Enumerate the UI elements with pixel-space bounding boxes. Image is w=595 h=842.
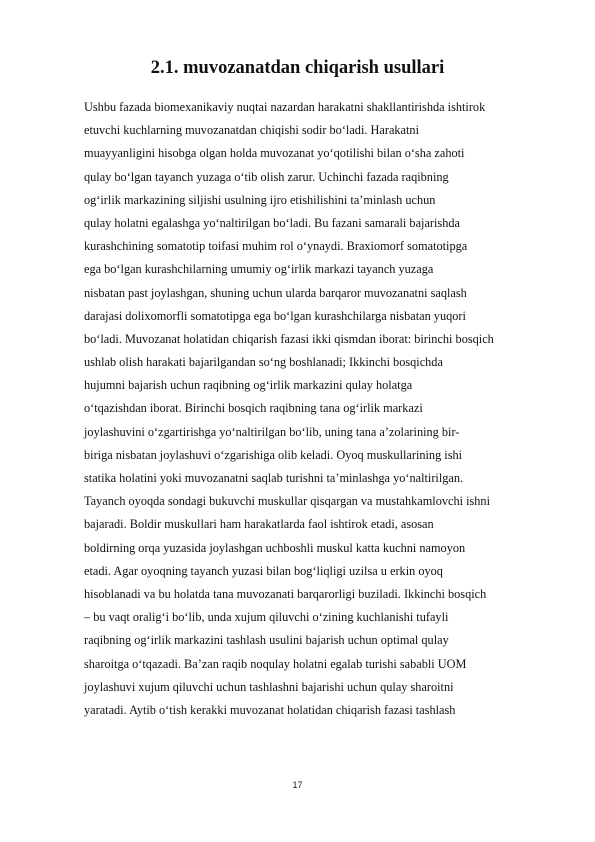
text-line: og‘irlik markazining siljishi usulning ijro etishilishini ta’minlash uchun bbox=[84, 192, 436, 207]
text-line: ushlab olish harakati bajarilgandan so‘ng boshlanadi; Ikkinchi bosqichda bbox=[84, 355, 443, 370]
text-line: Ushbu fazada biomexanikaviy nuqtai nazardan harakatni shakllantirishda ishtirok bbox=[84, 100, 486, 114]
text-line: hisoblanadi va bu holatda tana muvozanati barqarorligi buziladi. Ikkinchi bosqich bbox=[84, 586, 487, 601]
text-line: ega bo‘lgan kurashchilarning umumiy og‘irlik markazi tayanch yuzaga bbox=[84, 262, 434, 277]
text-line: bo‘ladi. Muvozanat holatidan chiqarish fazasi ikki qismdan iborat: birinchi bosqich bbox=[84, 331, 494, 346]
text-line: joylashuvini o‘zgartirishga yo‘naltirilgan bo‘lib, uning tana a’zolarining bir- bbox=[84, 424, 460, 439]
text-line: qulay holatni egalashga yo‘naltirilgan bo‘ladi. Bu fazani samarali bajarishda bbox=[84, 215, 460, 230]
text-line: yaratadi. Aytib o‘tish kerakki muvozanat holatidan chiqarish fazasi tashlash bbox=[84, 702, 456, 717]
text-line: Tayanch oyoqda sondagi bukuvchi muskullar qisqargan va mustahkamlovchi ishni bbox=[84, 494, 491, 509]
text-line: joylashuvi xujum qiluvchi uchun tashlashni bajarishi uchun qulay sharoitni bbox=[84, 679, 454, 694]
text-line: biriga nisbatan joylashuvi o‘zgarishiga olib keladi. Oyoq muskullarining ishi bbox=[84, 447, 463, 462]
text-line: o‘tqazishdan iborat. Birinchi bosqich raqibning tana og‘irlik markazi bbox=[84, 401, 423, 416]
text-line: raqibning og‘irlik markazini tashlash usulini bajarish uchun optimal qulay bbox=[84, 633, 449, 648]
text-line: boldirning orqa yuzasida joylashgan uchboshli muskul katta kuchni namoyon bbox=[84, 540, 466, 555]
text-line: hujumni bajarish uchun raqibning og‘irlik markazini qulay holatga bbox=[84, 378, 413, 393]
text-line: nisbatan past joylashgan, shuning uchun ularda barqaror muvozanatni saqlash bbox=[84, 285, 467, 300]
text-line: statika holatini yoki muvozanatni saqlab turishni ta’minlashga yo‘naltirilgan. bbox=[84, 471, 464, 485]
page-number: 17 bbox=[292, 780, 303, 790]
text-line: bajaradi. Boldir muskullari ham harakatlarda faol ishtirok etadi, asosan bbox=[84, 517, 434, 532]
text-line: muayyanligini hisobga olgan holda muvozanat yo‘qotilishi bilan o‘sha zahoti bbox=[84, 146, 465, 161]
body-text bbox=[84, 96, 550, 722]
text-line: darajasi dolixomorfli somatotipga ega bo‘lgan kurashchilarga nisbatan yuqori bbox=[84, 308, 466, 323]
text-line: etadi. Agar oyoqning tayanch yuzasi bilan bog‘liqligi uzilsa u erkin oyoq bbox=[84, 563, 443, 578]
text-line: kurashchining somatotip toifasi muhim rol o‘ynaydi. Braxiomorf somatotipga bbox=[84, 239, 468, 254]
text-line: – bu vaqt oralig‘i bo‘lib, unda xujum qiluvchi o‘zining kuchlanishi tufayli bbox=[84, 610, 449, 625]
text-line: sharoitga o‘tqazadi. Ba’zan raqib noqulay holatni egalab turishi sababli UOM bbox=[84, 656, 467, 671]
section-title: 2.1. muvozanatdan chiqarish usullari bbox=[150, 58, 445, 78]
text-line: etuvchi kuchlarning muvozanatdan chiqishi sodir bo‘ladi. Harakatni bbox=[84, 123, 419, 138]
text-line: qulay bo‘lgan tayanch yuzaga o‘tib olish zarur. Uchinchi fazada raqibning bbox=[84, 169, 449, 184]
